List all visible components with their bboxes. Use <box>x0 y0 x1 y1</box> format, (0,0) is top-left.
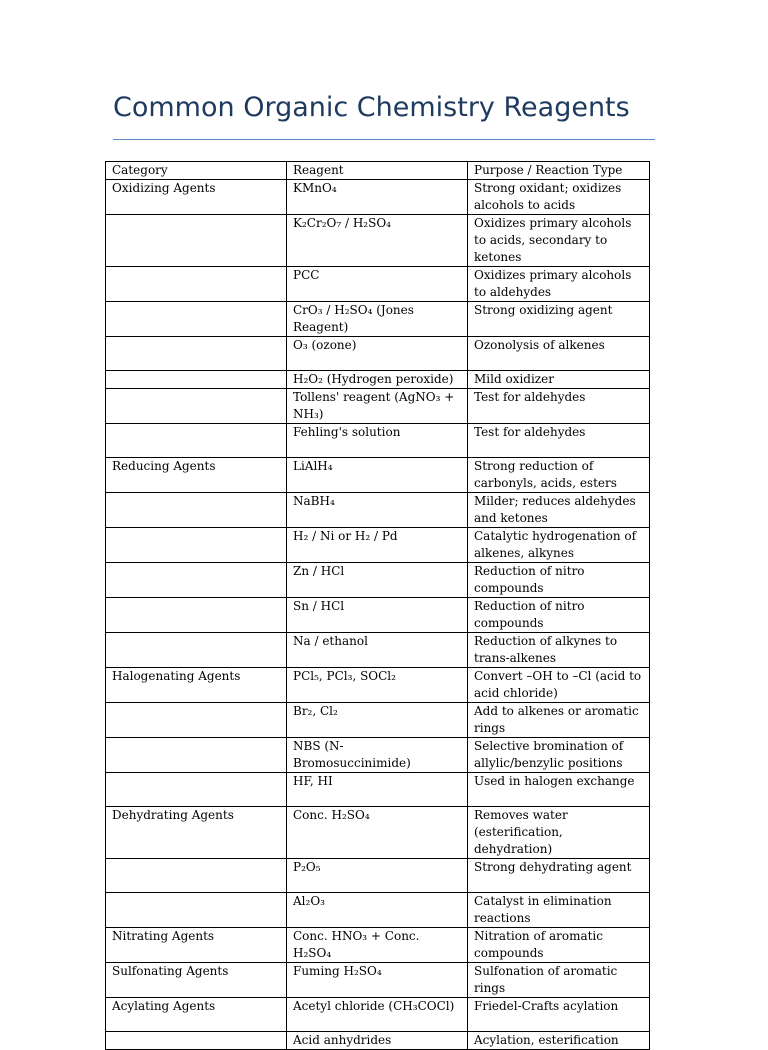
category-cell <box>106 215 287 267</box>
reagent-cell: P₂O₅ <box>287 859 468 893</box>
reagent-cell: NBS (N-Bromosuccinimide) <box>287 738 468 773</box>
reagent-cell: Acetyl chloride (CH₃COCl) <box>287 998 468 1032</box>
table-row <box>106 703 650 738</box>
table-row <box>106 371 650 389</box>
category-cell: Sulfonating Agents <box>106 963 287 998</box>
reagent-cell: Br₂, Cl₂ <box>287 703 468 738</box>
category-cell <box>106 738 287 773</box>
category-cell <box>106 859 287 893</box>
reagent-cell: Fehling's solution <box>287 424 468 458</box>
reagent-cell: Zn / HCl <box>287 563 468 598</box>
table-row <box>106 528 650 563</box>
category-cell <box>106 389 287 424</box>
category-cell <box>106 893 287 928</box>
reagent-cell: O₃ (ozone) <box>287 337 468 371</box>
purpose-cell: Oxidizes primary alcohols to aldehydes <box>468 267 650 302</box>
header-category: Category <box>106 162 287 180</box>
table-header-row <box>106 162 650 180</box>
table-row <box>106 424 650 458</box>
table-row <box>106 337 650 371</box>
purpose-cell: Reduction of alkynes to trans-alkenes <box>468 633 650 668</box>
category-cell: Acylating Agents <box>106 998 287 1032</box>
table-row <box>106 302 650 337</box>
purpose-cell: Catalyst in elimination reactions <box>468 893 650 928</box>
purpose-cell: Reduction of nitro compounds <box>468 563 650 598</box>
reagent-cell: CrO₃ / H₂SO₄ (Jones Reagent) <box>287 302 468 337</box>
table-row <box>106 493 650 528</box>
table-row <box>106 458 650 493</box>
purpose-cell: Nitration of aromatic compounds <box>468 928 650 963</box>
purpose-cell: Strong oxidizing agent <box>468 302 650 337</box>
category-cell: Halogenating Agents <box>106 668 287 703</box>
category-cell <box>106 267 287 302</box>
reagent-cell: K₂Cr₂O₇ / H₂SO₄ <box>287 215 468 267</box>
category-cell <box>106 563 287 598</box>
reagent-cell: Sn / HCl <box>287 598 468 633</box>
purpose-cell: Strong dehydrating agent <box>468 859 650 893</box>
purpose-cell: Test for aldehydes <box>468 389 650 424</box>
purpose-cell: Test for aldehydes <box>468 424 650 458</box>
reagent-cell: Tollens' reagent (AgNO₃ + NH₃) <box>287 389 468 424</box>
category-cell <box>106 337 287 371</box>
reagent-cell: Conc. HNO₃ + Conc. H₂SO₄ <box>287 928 468 963</box>
title-underline <box>113 139 655 140</box>
category-cell <box>106 598 287 633</box>
table-row <box>106 738 650 773</box>
table-row <box>106 215 650 267</box>
table-row <box>106 598 650 633</box>
reagent-cell: LiAlH₄ <box>287 458 468 493</box>
table-row <box>106 859 650 893</box>
purpose-cell: Reduction of nitro compounds <box>468 598 650 633</box>
reagent-cell: PCl₅, PCl₃, SOCl₂ <box>287 668 468 703</box>
header-purpose: Purpose / Reaction Type <box>468 162 650 180</box>
category-cell: Reducing Agents <box>106 458 287 493</box>
reagent-cell: Fuming H₂SO₄ <box>287 963 468 998</box>
table-row <box>106 773 650 807</box>
purpose-cell: Removes water (esterification, dehydration) <box>468 807 650 859</box>
table-row <box>106 807 650 859</box>
reagent-cell: Al₂O₃ <box>287 893 468 928</box>
table-row <box>106 389 650 424</box>
table-row <box>106 963 650 998</box>
table-row <box>106 893 650 928</box>
category-cell <box>106 493 287 528</box>
reagent-cell: Acid anhydrides <box>287 1032 468 1050</box>
reagent-cell: Conc. H₂SO₄ <box>287 807 468 859</box>
table-row <box>106 668 650 703</box>
category-cell <box>106 1032 287 1050</box>
purpose-cell: Acylation, esterification <box>468 1032 650 1050</box>
table-row <box>106 928 650 963</box>
reagents-table <box>105 161 650 1050</box>
purpose-cell: Sulfonation of aromatic rings <box>468 963 650 998</box>
category-cell <box>106 424 287 458</box>
category-cell <box>106 528 287 563</box>
document-title: Common Organic Chemistry Reagents <box>113 92 630 123</box>
table-row <box>106 998 650 1032</box>
purpose-cell: Selective bromination of allylic/benzylic positions <box>468 738 650 773</box>
reagent-cell: HF, HI <box>287 773 468 807</box>
table-row <box>106 267 650 302</box>
table-row <box>106 563 650 598</box>
reagent-cell: Na / ethanol <box>287 633 468 668</box>
purpose-cell: Friedel-Crafts acylation <box>468 998 650 1032</box>
category-cell <box>106 371 287 389</box>
reagent-cell: H₂ / Ni or H₂ / Pd <box>287 528 468 563</box>
reagent-cell: PCC <box>287 267 468 302</box>
purpose-cell: Add to alkenes or aromatic rings <box>468 703 650 738</box>
header-reagent: Reagent <box>287 162 468 180</box>
reagents-table-body <box>106 162 650 1050</box>
category-cell <box>106 633 287 668</box>
reagent-cell: H₂O₂ (Hydrogen peroxide) <box>287 371 468 389</box>
category-cell <box>106 773 287 807</box>
purpose-cell: Convert –OH to –Cl (acid to acid chloride) <box>468 668 650 703</box>
purpose-cell: Strong reduction of carbonyls, acids, esters <box>468 458 650 493</box>
category-cell: Oxidizing Agents <box>106 180 287 215</box>
purpose-cell: Mild oxidizer <box>468 371 650 389</box>
purpose-cell: Ozonolysis of alkenes <box>468 337 650 371</box>
reagent-cell: KMnO₄ <box>287 180 468 215</box>
purpose-cell: Used in halogen exchange <box>468 773 650 807</box>
purpose-cell: Milder; reduces aldehydes and ketones <box>468 493 650 528</box>
reagent-cell: NaBH₄ <box>287 493 468 528</box>
table-row <box>106 180 650 215</box>
category-cell <box>106 703 287 738</box>
category-cell <box>106 302 287 337</box>
purpose-cell: Strong oxidant; oxidizes alcohols to acids <box>468 180 650 215</box>
category-cell: Dehydrating Agents <box>106 807 287 859</box>
table-row <box>106 1032 650 1050</box>
table-row <box>106 633 650 668</box>
purpose-cell: Catalytic hydrogenation of alkenes, alkynes <box>468 528 650 563</box>
purpose-cell: Oxidizes primary alcohols to acids, secondary to ketones <box>468 215 650 267</box>
category-cell: Nitrating Agents <box>106 928 287 963</box>
